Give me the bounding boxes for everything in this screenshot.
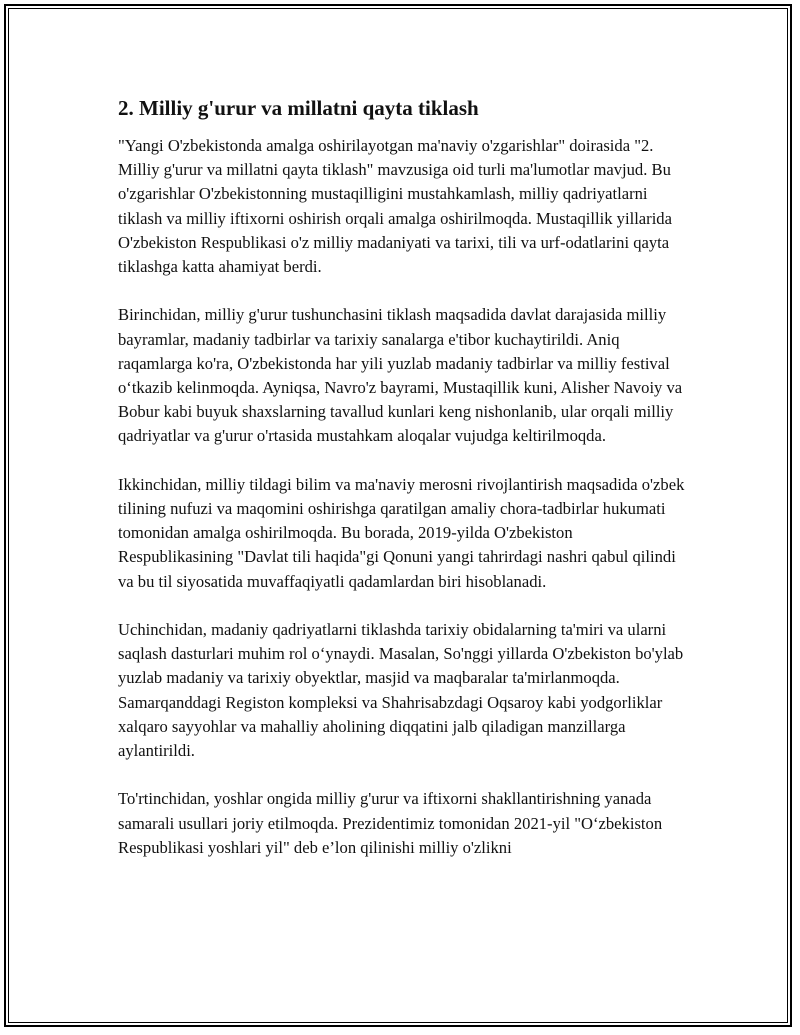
paragraph-intro: "Yangi O'zbekistonda amalga oshirilayotgan ma'naviy o'zgarishlar" doirasida "2. Milliy g'urur va millatni qayta tiklash" mavzusiga oid turli ma'lumotlar mavjud. Bu o'zgarishlar O'zbekistonning mustaqilligini mustahkamlash, milliy qadriyatlarni tiklash va milliy iftixorni oshirish orqali amalga oshirilmoqda. Mustaqillik yillarida O'zbekiston Respublikasi o'z milliy madaniyati va tarixi, tili va urf-odatlarini qayta tiklashga katta ahamiyat berdi. (118, 136, 672, 277)
paragraph-third: Uchinchidan, madaniy qadriyatlarni tiklashda tarixiy obidalarning ta'miri va ularni saqlash dasturlari muhim rol o‘ynaydi. Masalan, So'nggi yillarda O'zbekiston bo'ylab yuzlab madaniy va tarixiy obyektlar, masjid va maqbaralar ta'mirlanmoqda. Samarqanddagi Registon kompleksi va Shahrisabzdagi Oqsaroy kabi yodgorliklar xalqaro sayyohlar va mahalliy aholining diqqatini jalb qiladigan manzillarga aylantirildi. (118, 620, 684, 761)
paragraph-first: Birinchidan, milliy g'urur tushunchasini tiklash maqsadida davlat darajasida milliy bayramlar, madaniy tadbirlar va tarixiy sanalarga e'tibor kuchaytirildi. Aniq raqamlarga ko'ra, O'zbekistonda har yili yuzlab madaniy tadbirlar va milliy festival o‘tkazib kelinmoqda. Ayniqsa, Navro'z bayrami, Mustaqillik kuni, Alisher Navoiy va Bobur kabi buyuk shaxslarning tavallud kunlari keng nishonlanib, ular orqali milliy qadriyatlar va g'urur o'rtasida mustahkam aloqalar vujudga keltirilmoqda. (118, 305, 683, 446)
paragraph-fourth: To'rtinchidan, yoshlar ongida milliy g'urur va iftixorni shakllantirishning yanada samarali usullari joriy etilmoqda. Prezidentimiz tomonidan 2021-yil "O‘zbekiston Respublikasi yoshlari yil" deb e’lon qilinishi milliy o'zlikni (118, 789, 663, 857)
paragraph-second: Ikkinchidan, milliy tildagi bilim va ma'naviy merosni rivojlantirish maqsadida o'zbek tilining nufuzi va maqomini oshirishga qaratilgan amaliy chora-tadbirlar hukumati tomonidan amalga oshirilmoqda. Bu borada, 2019-yilda O'zbekiston Respublikasining "Davlat tili haqida"gi Qonuni yangi tahrirdagi nashri qabul qilindi va bu til siyosatida muvaffaqiyatli qadamlardan biri hisoblanadi. (118, 474, 685, 591)
document-body (118, 94, 686, 884)
section-heading: 2. Milliy g'urur va millatni qayta tiklash (118, 96, 479, 120)
